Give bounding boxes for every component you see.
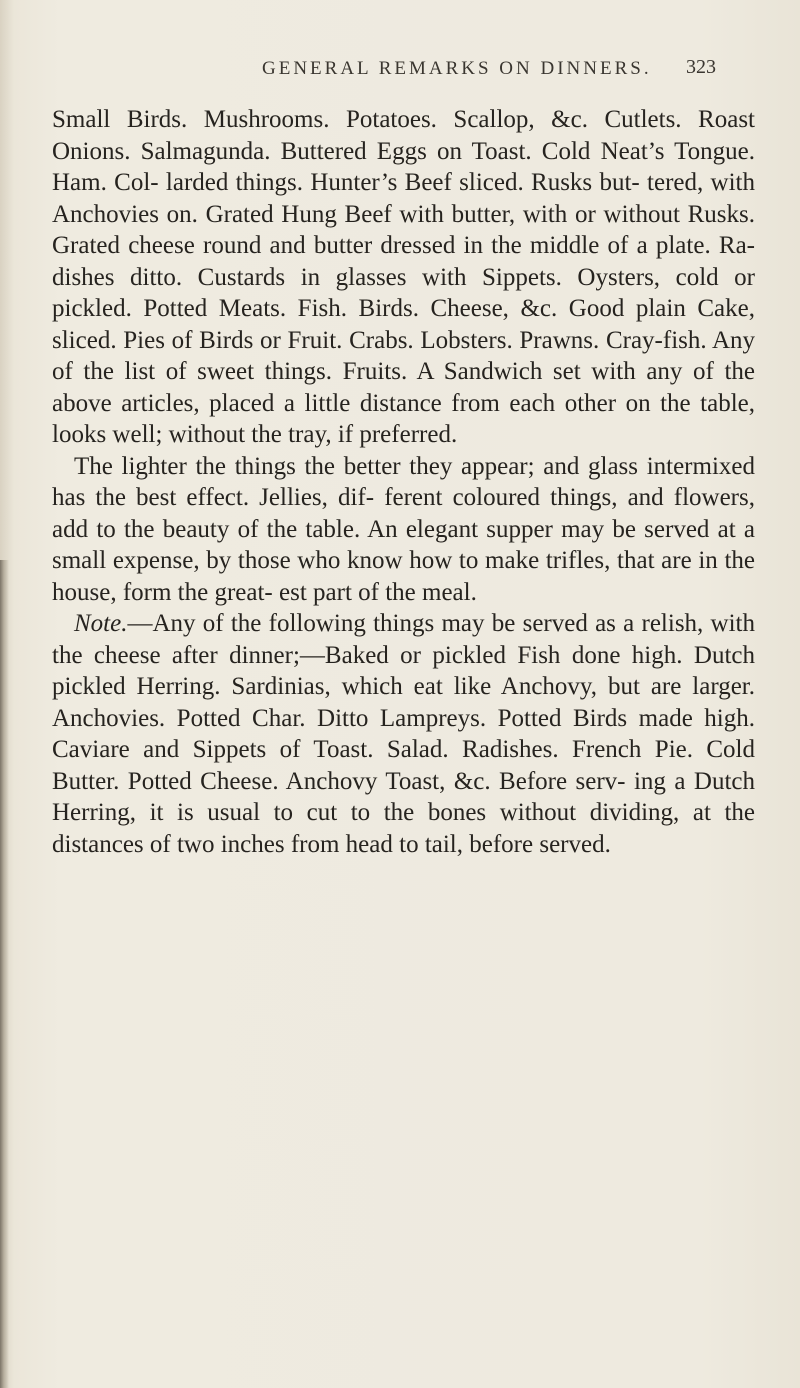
page-number: 323 [686, 56, 716, 78]
paragraph-table-arrangement: The lighter the things the better they appear; and glass intermixed has the best effect. Jellies, dif- ferent coloured things, and flowers, add to the beauty of the table. An elegant supper may be served at a small expense, by those who know how to make trifles, that are in the house, form the great- est part of the meal. [52, 452, 755, 606]
running-title: GENERAL REMARKS ON DINNERS. [262, 58, 652, 79]
paragraph-supper-list: Small Birds. Mushrooms. Potatoes. Scallop, &c. Cutlets. Roast Onions. Salmagunda. Buttered Eggs on Toast. Cold Neat’s Tongue. Ham. Col- larded things. Hunter’s Beef sliced. Rusks but- tered, with Anchovies on. Grated Hung Beef with butter, with or without Rusks. Grated cheese round and butter dressed in the middle of a plate. Ra- dishes ditto. Custards in glasses with Sippets. Oysters, cold or pickled. Potted Meats. Fish. Birds. Cheese, &c. Good plain Cake, sliced. Pies of Birds or Fruit. Crabs. Lobsters. Prawns. Cray-fish. Any of the list of sweet things. Fruits. A Sandwich set with any of the above articles, placed a little distance from each other on the table, looks well; without the tray, if preferred. [52, 106, 755, 448]
note-text: —Any of the following things may be served as a relish, with the cheese after dinner;—Baked or pickled Fish done high. Dutch pickled Herring. Sardinias, which eat like Anchovy, but are larger. Anchovies. Potted Char. Ditto Lampreys. Potted Birds made high. Caviare and Sippets of Toast. Salad. Radishes. French Pie. Cold Butter. Potted Cheese. Anchovy Toast, &c. Before serv- ing a Dutch Herring, it is usual to cut to the bones without dividing, at the distances of two inches from head to tail, before served. [52, 610, 755, 858]
paragraph-note [52, 608, 755, 860]
note-label: Note. [74, 610, 128, 637]
page-gutter-shadow [0, 560, 9, 1388]
page-body [52, 104, 755, 860]
